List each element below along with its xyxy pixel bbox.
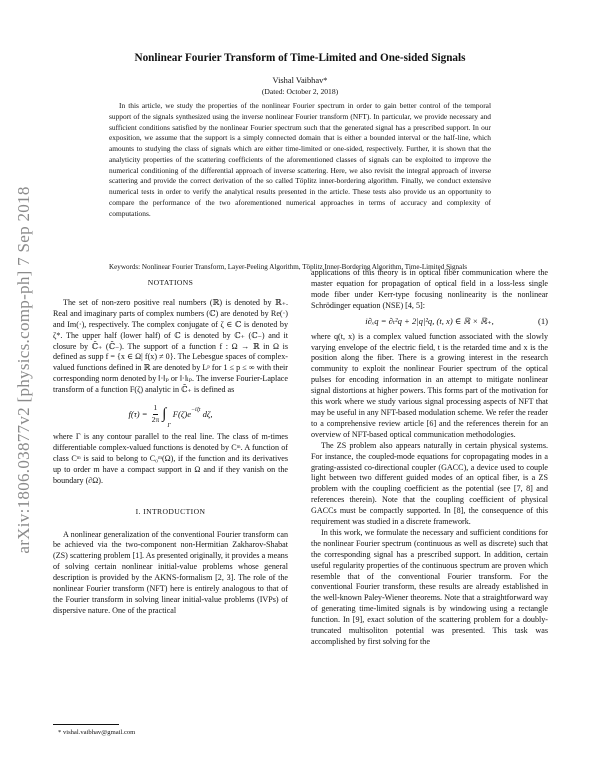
date-line: (Dated: October 2, 2018) [261,87,339,96]
right-paragraph-1: applications of this theory is in optical fiber communication where the master equation for propagation of optical field in a loss-less single mode fiber under Kerr-type focusing nonlinearity is the nonlinear Schrödinger equation (NSE) [4, 5]: [311,268,548,310]
footnote-email: * vishal.vaibhav@gmail.com [58,729,136,736]
notations-paragraph-1: The set of non-zero positive real numbers (ℝ) is denoted by ℝ₊. Real and imaginary parts of complex numbers (ℂ) are denoted by Re(·) and Im(·), respectively. The complex conjugate of ζ ∈ ℂ is denoted by ζ*. The upper half (lower half) of ℂ is denoted by ℂ₊ (ℂ₋) and it closure by ℂ̄₊ (ℂ̄₋). The support of a function f : Ω → ℝ in Ω is defined as supp f = {x ∈ Ω| f(x) ≠ 0}. The Lebesgue spaces of complex-valued functions defined in ℝ are denoted by Lᵖ for 1 ≤ p ≤ ∞ with their corresponding norm denoted by ‖·‖ₚ or ‖·‖ₗₚ. The inverse Fourier-Laplace transform of a function F(ζ) analytic in ℂ̄₊ is defined as [53,297,288,395]
integral-subscript: Γ [167,423,171,430]
integral-sign: ∫ [162,405,167,422]
fourier-laplace-equation [53,396,288,432]
eq-fraction [152,403,160,426]
right-paragraph-2: where q(t, x) is a complex valued function associated with the slowly varying envelope of the electric field, t is the retarded time and x is the position along the fiber. There is a growing interest in the research community to exploit the nonlinear Fourier spectrum of the optical pulses for encoding information in an attempt to mitigate nonlinear signal distortions at higher powers. This forms part of the motivation for this work where we study various signal processing aspects of NFT that may be useful in any NFT-based modulation scheme. We refer the reader to a comprehensive review article [6] and the references therein for an overview of NFT-based optical communication methodologies. [311,331,548,439]
left-column [53,268,288,617]
eq-body: F(ζ)e [172,408,192,419]
eq-frac-den: 2π [151,414,160,424]
right-column [311,268,548,648]
notations-paragraph-2: where Γ is any contour parallel to the real line. The class of m-times differentiable complex-valued functions is denoted by Cᵐ. A function of class Cᵐ is said to belong to C₀ᵐ(Ω), if the function and its derivatives up to order m have a compact support in Ω and if they vanish on the boundary (∂Ω). [53,432,288,485]
equation-number: (1) [537,316,548,327]
introduction-heading: I. INTRODUCTION [135,506,206,516]
right-paragraph-4: In this work, we formulate the necessary and sufficient conditions for the nonlinear Fourier spectrum (continuous as well as discrete) such that the corresponding signal has a prescribed support. In addition, certain useful regularity properties of the continuous spectrum are proven which resemble that of the conventional Fourier transform. For the conventional Fourier transform, these results are already established in the well-known Paley-Wiener theorems. Note that a straightforward way of generating time-limited signals is by windowing using a rectangle function. In [9], exact solution of the scattering problem for a doubly-truncated multisoliton potential was presented. This task was accomplished by first solving for the [311,527,548,646]
eq-exponent: −iζτ [191,407,201,414]
eq-frac-num: 1 [153,403,159,415]
eq-tail: dζ, [202,408,213,419]
keywords: Keywords: Nonlinear Fourier Transform, Layer-Peeling Algorithm, Töplitz Inner-Bordering Algorithm, Time-Limited Signals [109,263,467,271]
notations-heading: NOTATIONS [147,278,194,287]
arxiv-identifier: arXiv:1806.03877v2 [physics.comp-ph] 7 Sep 2018 [14,186,33,554]
footnote-rule [53,724,119,725]
eq-lhs: f(τ) = [128,408,148,419]
introduction-paragraph-1: A nonlinear generalization of the conventional Fourier transform can be achieved via the two-component non-Hermitian Zakharov-Shabat (ZS) scattering problem [1]. As presented originally, it provides a means of solving certain nonlinear initial-value problems whose general description is provided by the AKNS-formalism [2, 3]. The role of the nonlinear Fourier transform (NFT) here is entirely analogous to that of the Fourier transform in solving linear initial-value problems (IVPs) of dispersive nature. One of the practical [53,529,288,615]
right-paragraph-3: The ZS problem also appears naturally in certain physical systems. For instance, the coupled-mode equations for copropagating modes in a grating-assisted co-directional coupler (GACC), a device used to couple light between two different guided modes of an optical fiber, is a ZS problem with the coupling coefficient as the potential (see [7, 8] and references therein). Note that the coupling coefficient of physical GACCs must be compactly supported. In [8], the consequence of this requirement was studied in a discrete framework. [311,440,548,527]
nse-equation-text: i∂ₓq = ∂ₜ²q + 2|q|²q, (t, x) ∈ ℝ × ℝ₊, [365,316,494,327]
paper-title: Nonlinear Fourier Transform of Time-Limited and One-sided Signals [134,52,466,64]
nse-equation [311,312,548,332]
abstract: In this article, we study the properties of the nonlinear Fourier spectrum in order to gain better control of the temporal support of the signals synthesized using the inverse nonlinear Fourier transform (NFT). In particular, we provide necessary and sufficient conditions satisfied by the nonlinear Fourier spectrum such that the generated signal has a prescribed support. In our exposition, we assume that the support is a simply connected domain that is either a bounded interval or the half-line, which amounts to studying the class of signals which are either time-limited or one-sided, respectively. Further, it is shown that the analyticity properties of the scattering coefficients of the aforementioned classes of signals can be exploited to improve the numerical conditioning of the differential approach of inverse scattering. Here, we also revisit the integral approach of inverse scattering and provide the correct derivation of the so called Töplitz inner-bordering algorithm. Finally, we conduct extensive numerical tests in order to verify the analytical results presented in the article. These tests also provide us an opportunity to compare the performance of the two aforementioned numerical approaches in terms of accuracy and complexity of computations. [109,101,491,218]
author-name: Vishal Vaibhav* [272,76,328,85]
